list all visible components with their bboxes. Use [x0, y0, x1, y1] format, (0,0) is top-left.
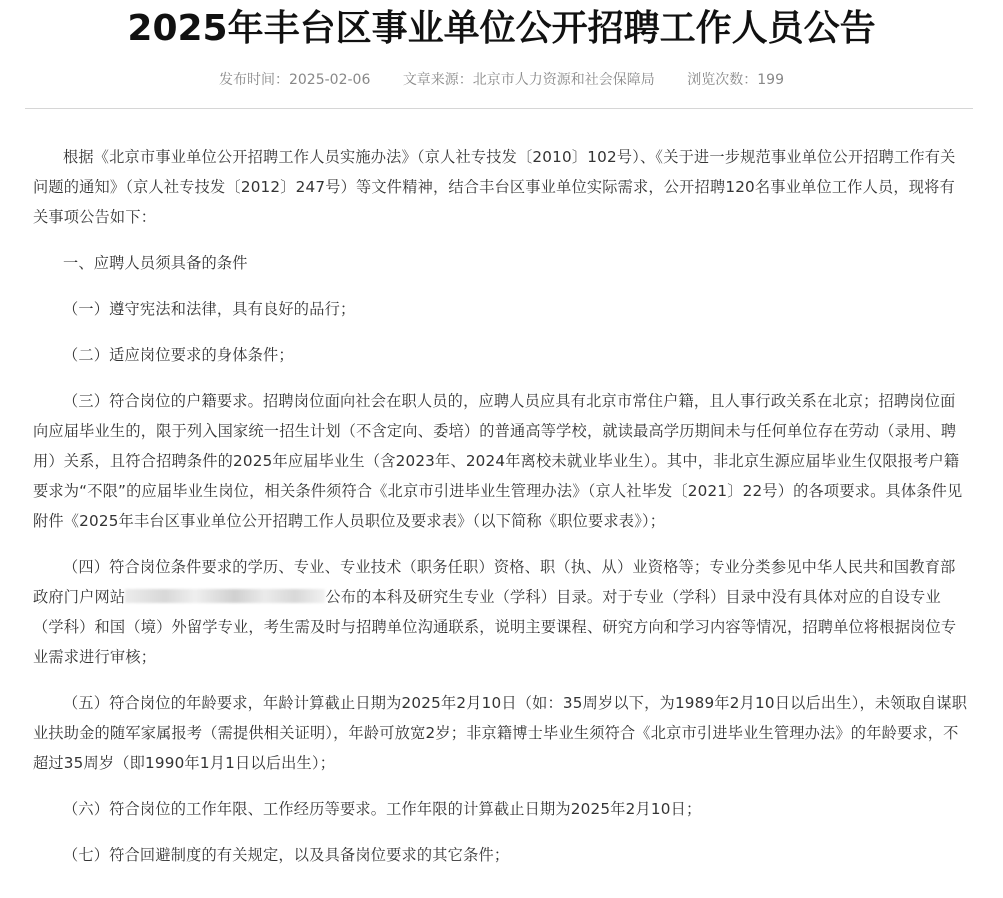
- title-divider: [25, 108, 973, 109]
- publish-time: 发布时间：2025-02-06: [218, 72, 371, 88]
- condition-item-4-text-a: （四）符合岗位条件要求的学历、专业、专业技术（职务任职）资格、职（执、从）业资格等；专业分类参见中华人民共和国教育部政府门户网站: [33, 558, 956, 606]
- article-meta: [0, 70, 1003, 90]
- view-count: 浏览次数：199: [687, 72, 784, 88]
- condition-item-5: （五）符合岗位的年龄要求，年龄计算截止日期为2025年2月10日（如：35周岁以下，为1989年2月10日以后出生），未领取自谋职业扶助金的随军家属报考（需提供相关证明），年龄可放宽2岁；非京籍博士毕业生须符合《北京市引进毕业生管理办法》的年龄要求，不超过35周岁（即1990年1月1日以后出生）；: [33, 694, 968, 772]
- condition-item-1: （一）遵守宪法和法律，具有良好的品行；: [63, 300, 356, 318]
- condition-item-4: [33, 552, 969, 672]
- condition-item-4-text-b: 公布的本科及研究生专业（学科）目录。对于专业（学科）目录中没有具体对应的自设专业（学科）和国（境）外留学专业，考生需及时与招聘单位沟通联系，说明主要课程、研究方向和学习内容等情况，招聘单位将根据岗位专业需求进行审核；: [33, 588, 957, 666]
- article-body: [33, 142, 969, 870]
- intro-paragraph: 根据《北京市事业单位公开招聘工作人员实施办法》（京人社专技发〔2010〕102号）、《关于进一步规范事业单位公开招聘工作有关问题的通知》（京人社专技发〔2012〕247号）等文件精神，结合丰台区事业单位实际需求，公开招聘120名事业单位工作人员，现将有关事项公告如下：: [33, 148, 956, 226]
- condition-item-6: （六）符合岗位的工作年限、工作经历等要求。工作年限的计算截止日期为2025年2月10日；: [63, 800, 702, 818]
- condition-item-2: （二）适应岗位要求的身体条件；: [63, 346, 294, 364]
- condition-item-3: （三）符合岗位的户籍要求。招聘岗位面向社会在职人员的，应聘人员应具有北京市常住户籍，且人事行政关系在北京；招聘岗位面向应届毕业生的，限于列入国家统一招生计划（不含定向、委培）的普通高等学校，就读最高学历期间未与任何单位存在劳动（录用、聘用）关系，且符合招聘条件的2025年应届毕业生（含2023年、2024年离校未就业毕业生）。其中，非北京生源应届毕业生仅限报考户籍要求为“不限”的应届毕业生岗位，相关条件须符合《北京市引进毕业生管理办法》（京人社毕发〔2021〕22号）的各项要求。具体条件见附件《2025年丰台区事业单位公开招聘工作人员职位及要求表》（以下简称《职位要求表》）；: [33, 392, 963, 530]
- redacted-url: [125, 589, 325, 603]
- article-source: 文章来源：北京市人力资源和社会保障局: [402, 72, 655, 88]
- article-title: 2025年丰台区事业单位公开招聘工作人员公告: [127, 8, 876, 49]
- condition-item-7: （七）符合回避制度的有关规定，以及具备岗位要求的其它条件；: [63, 846, 510, 864]
- section-heading: 一、应聘人员须具备的条件: [63, 254, 248, 272]
